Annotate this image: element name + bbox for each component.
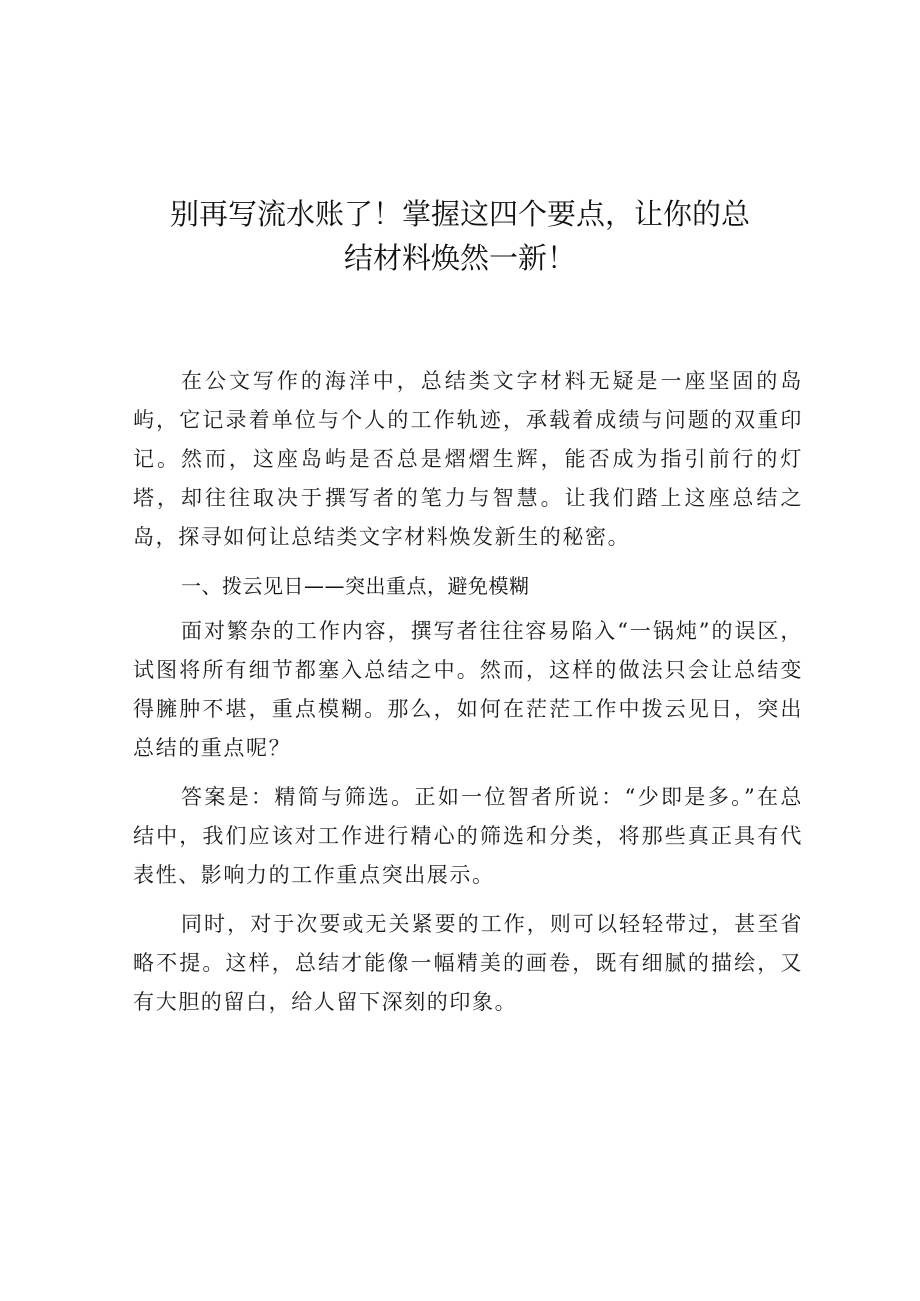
section-heading-1: 一、拨云见日——突出重点，避免模糊 (181, 574, 530, 598)
document-body (133, 362, 803, 1032)
document-title (120, 192, 800, 280)
section-1-paragraph-3: 同时，对于次要或无关紧要的工作，则可以轻轻带过，甚至省略不提。这样，总结才能像一幅精美的画卷，既有细腻的描绘，又有大胆的留白，给人留下深刻的印象。 (133, 912, 803, 1014)
section-1-paragraph-1: 面对繁杂的工作内容，撰写者往往容易陷入“一锅炖”的误区，试图将所有细节都塞入总结之中。然而，这样的做法只会让总结变得臃肿不堪，重点模糊。那么，如何在茫茫工作中拨云见日，突出总结的重点呢？ (133, 619, 803, 760)
title-line-2: 结材料焕然一新！ (343, 241, 576, 275)
intro-paragraph: 在公文写作的海洋中，总结类文字材料无疑是一座坚固的岛屿，它记录着单位与个人的工作轨迹，承载着成绩与问题的双重印记。然而，这座岛屿是否总是熠熠生辉，能否成为指引前行的灯塔，却往往取决于撰写者的笔力与智慧。让我们踏上这座总结之岛，探寻如何让总结类文字材料焕发新生的秘密。 (133, 369, 803, 549)
title-line-1: 别再写流水账了！掌握这四个要点，让你的总 (169, 197, 750, 231)
section-1-paragraph-2: 答案是：精简与筛选。正如一位智者所说：“少即是多。”在总结中，我们应该对工作进行精心的筛选和分类，将那些真正具有代表性、影响力的工作重点突出展示。 (133, 785, 803, 887)
